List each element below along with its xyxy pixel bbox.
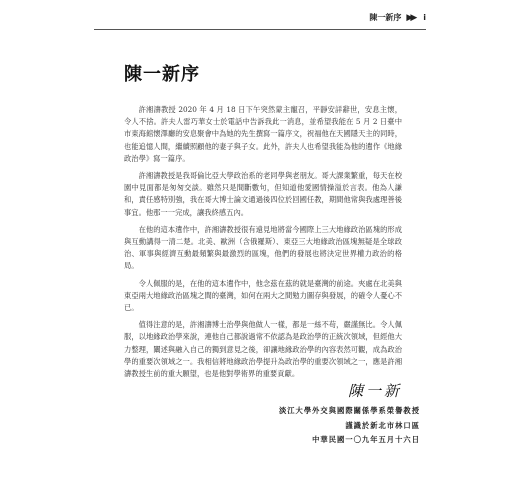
header-rule	[94, 29, 426, 30]
signing-date: 中華民國一〇九年五月十六日	[312, 435, 420, 444]
paragraph: 值得注意的是，許湘濤博士治學與他做人一樣，都是一絲不苟，嚴謹無比。令人佩服，以地緣政治學來說，連他自己都說過常不依認為是政治學的正統次領域，但經他大力整理，闡述與融入自己的獨到意見之後，卻讓地緣政治學的內容表然可觀，成為政治學的重要次領域之一。我相信將地緣政治學提升為政治學的重要次領域之一，應是許湘濤教授生前的重大願望，也是他對學術界的重要貢獻。	[124, 320, 402, 379]
paragraph: 許湘濤教授 2020 年 4 月 18 日下午突然蒙主寵召，平靜安詳辭世，安息主懷，令人不捨。許夫人雷巧華女士於電話中告訴我此一消息，並希望我能在 5 月 2 日臺中市東海館懷澤廳的安息聚會中為她的先生撰寫一篇序文，祝福他在天國隱天主的同時，也能追憶人間，繼續照顧他的妻子與子女。此外，許夫人也希望我能為他的遺作《地緣政治學》寫一篇序。	[124, 105, 402, 163]
signing-place: 謹識於新北市林口區	[345, 420, 420, 430]
double-arrow-icon: ▶▶	[406, 12, 415, 23]
signature-block	[279, 404, 420, 448]
paragraph: 令人佩服的是，在他的這本遺作中，他念茲在茲的就是臺灣的前途。夾處在北美與東亞兩大地緣政治區塊之間的臺灣，如何在兩大之間勉力圖存與發展，的確令人憂心不已。	[124, 278, 402, 313]
chapter-title: 陳一新序	[124, 64, 200, 85]
paragraph: 在他的這本遺作中，許湘濤教授很有遠見地將當今國際上三大地緣政治區塊的形成與互動講得一清二楚。北美、歐洲（含俄羅斯）、東亞三大地緣政治區塊無疑是全球政治、軍事與經濟互動最頻繁與最激烈的區塊，他們的發展也將決定世界權力政治的格局。	[124, 224, 402, 271]
author-signature: 陳一新	[347, 382, 402, 400]
paragraph: 許湘濤教授是我哥倫比亞大學政治系的老同學與老朋友。哥大課業繁重，每天在校園中見面都是匆匆交談。雖然只是間斷數句，但知道他愛國情操溢於言表。他為人謙和，責任感特別強，我在哥大博士論文通過後四位於回國任教，期間他常與我處理善後事宜。他那一一完成，讓我終感五內。	[124, 171, 402, 217]
running-header-title: 陳一新序	[369, 13, 402, 22]
page-number: i	[423, 13, 426, 22]
author-affiliation: 淡江大學外交與國際關係學系榮譽教授	[278, 406, 420, 415]
preface-body	[124, 104, 402, 385]
running-header	[369, 12, 426, 23]
